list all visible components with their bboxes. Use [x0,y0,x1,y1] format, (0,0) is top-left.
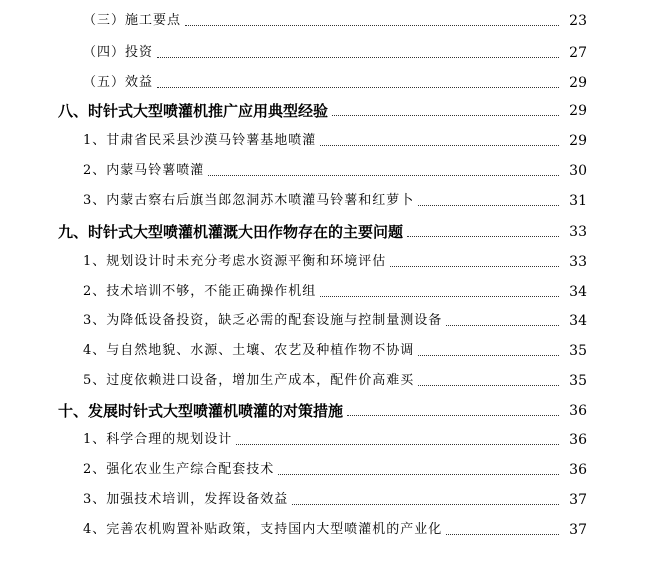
toc-dot-leader [236,444,559,445]
toc-dot-leader [320,296,559,297]
toc-section-entry[interactable] [0,310,650,330]
toc-page-number: 29 [569,75,587,91]
toc-entry-title: 2、内蒙马铃薯喷灌 [83,163,205,178]
toc-section-entry[interactable] [0,160,650,180]
toc-page-number: 37 [569,522,587,538]
toc-entry-title: 4、与自然地貌、水源、土壤、农艺及种植作物不协调 [83,343,415,358]
toc-dot-leader [157,57,559,58]
toc-page-number: 31 [569,193,587,209]
toc-entry-title: （四）投资 [83,45,154,60]
toc-entry-title: 5、过度依赖进口设备，增加生产成本，配件价高难买 [83,373,415,388]
toc-page-number: 33 [569,254,587,270]
toc-page-number: 35 [569,373,587,389]
toc-dot-leader [446,534,559,535]
toc-dot-leader [208,175,559,176]
toc-entry-title: 1、规划设计时未充分考虑水资源平衡和环境评估 [83,254,387,269]
toc-dot-leader [347,415,559,416]
toc-page-number: 35 [569,343,587,359]
toc-entry-title: 4、完善农机购置补贴政策，支持国内大型喷灌机的产业化 [83,522,443,537]
toc-entry-title: 1、科学合理的规划设计 [83,432,233,447]
toc-page-number: 23 [569,13,587,29]
toc-section-entry[interactable] [0,251,650,271]
toc-dot-leader [185,25,559,26]
toc-entry-title: 2、技术培训不够，不能正确操作机组 [83,284,317,299]
toc-section-entry[interactable] [0,489,650,509]
toc-dot-leader [407,236,559,237]
toc-entry-title: 1、甘肃省民采县沙漠马铃薯基地喷灌 [83,133,317,148]
toc-dot-leader [320,145,559,146]
toc-section-entry[interactable] [0,10,650,30]
toc-dot-leader [292,504,559,505]
toc-dot-leader [278,474,559,475]
toc-section-entry[interactable] [0,429,650,449]
toc-page-number: 29 [569,133,587,149]
toc-dot-leader [418,385,559,386]
toc-dot-leader [418,355,559,356]
toc-section-entry[interactable] [0,281,650,301]
toc-dot-leader [418,205,559,206]
toc-chapter-entry[interactable] [0,400,650,420]
toc-entry-title: （五）效益 [83,75,154,90]
toc-entry-title: 九、时针式大型喷灌机灌溉大田作物存在的主要问题 [58,223,404,241]
toc-page-number: 34 [569,313,587,329]
toc-entry-title: 十、发展时针式大型喷灌机喷灌的对策措施 [58,402,344,420]
toc-dot-leader [390,266,559,267]
toc-entry-title: 3、加强技术培训，发挥设备效益 [83,492,289,507]
toc-dot-leader [446,325,559,326]
toc-page-number: 33 [569,224,587,240]
toc-section-entry[interactable] [0,130,650,150]
toc-chapter-entry[interactable] [0,100,650,120]
toc-section-entry[interactable] [0,370,650,390]
toc-section-entry[interactable] [0,72,650,92]
toc-page-number: 36 [569,432,587,448]
toc-section-entry[interactable] [0,519,650,539]
toc-page-number: 34 [569,284,587,300]
toc-page-number: 36 [569,462,587,478]
toc-page-number: 37 [569,492,587,508]
toc-dot-leader [332,115,559,116]
toc-entry-title: 2、强化农业生产综合配套技术 [83,462,275,477]
toc-section-entry[interactable] [0,459,650,479]
toc-chapter-entry[interactable] [0,221,650,241]
toc-page-number: 29 [569,103,587,119]
toc-entry-title: 3、为降低设备投资，缺乏必需的配套设施与控制量测设备 [83,313,443,328]
toc-page-number: 36 [569,403,587,419]
toc-section-entry[interactable] [0,340,650,360]
toc-entry-title: （三）施工要点 [83,13,182,28]
toc-page-number: 27 [569,45,587,61]
toc-dot-leader [157,87,559,88]
toc-entry-title: 3、内蒙古察右后旗当郎忽洞苏木喷灌马铃薯和红萝卜 [83,193,415,208]
toc-entry-title: 八、时针式大型喷灌机推广应用典型经验 [58,102,329,120]
toc-section-entry[interactable] [0,190,650,210]
toc-page-number: 30 [569,163,587,179]
toc-section-entry[interactable] [0,42,650,62]
